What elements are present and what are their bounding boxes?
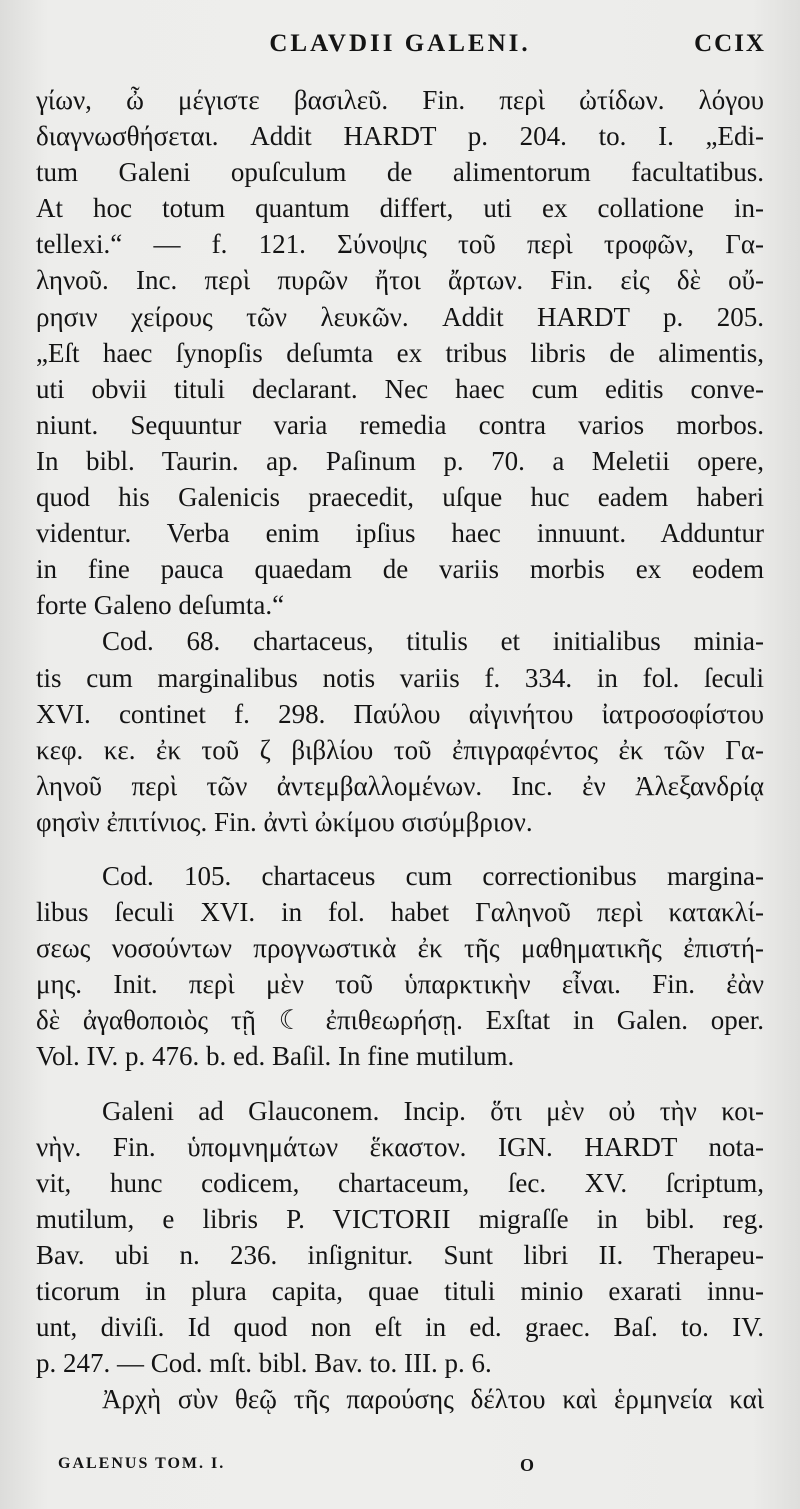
text-line: in fine pauca quaedam de variis morbis ex eodem [36, 554, 764, 585]
text-line: γίων, ὦ μέγιστε βασιλεῦ. Fin. περὶ ὠτίδων. λόγου [36, 85, 764, 115]
text-line: tum Galeni opuſculum de alimentorum facultatibus. [36, 157, 764, 188]
text-line: In bibl. Taurin. ap. Paſinum p. 70. a Meletii opere, [36, 445, 764, 476]
paragraph-start-line: Cod. 68. chartaceus, titulis et initialibus minia- [102, 626, 764, 657]
signature-mark: GALENUS TOM. I. [58, 1455, 226, 1472]
text-line: μης. Init. περὶ μὲν τοῦ ὑπαρκτικὴν εἶναι. Fin. ἐὰν [36, 969, 764, 1000]
text-line: δὲ ἀγαθοποιὸς τῇ ☾ ἐπιθεωρήσῃ. Exſtat in Galen. oper. [36, 1005, 764, 1036]
text-line: κεφ. κε. ἐκ τοῦ ζ βιβλίου τοῦ ἐπιγραφέντος ἐκ τῶν Γα- [36, 734, 764, 765]
text-line: uti obvii tituli declarant. Nec haec cum editis conve- [36, 373, 764, 404]
sheet-mark: O [520, 1455, 535, 1475]
text-line: quod his Galenicis praecedit, uſque huc eadem haberi [36, 482, 764, 513]
text-line: ticorum in plura capita, quae tituli minio exarati innu- [36, 1276, 764, 1306]
paragraph-gap [36, 1075, 764, 1093]
text-line: At hoc totum quantum differt, uti ex collatione in- [36, 193, 764, 224]
text-line: „Eſt haec ſynopſis deſumta ex tribus libris de alimentis, [36, 337, 764, 368]
running-head [0, 22, 800, 62]
text-line: νὴν. Fin. ὑπομνημάτων ἕκαστον. IGN. HARDT nota- [36, 1131, 764, 1162]
text-line: σεως νοσούντων προγνωστικὰ ἐκ τῆς μαθηματικῆς ἐπιστή- [36, 933, 764, 964]
text-line: XVI. continet f. 298. Παύλου αἰγινήτου ἰατροσοφίστου [36, 698, 764, 729]
text-line: ληνοῦ. Inc. περὶ πυρῶν ἤτοι ἄρτων. Fin. εἰς δὲ οὔ- [36, 265, 764, 296]
text-line: p. 247. — Cod. mſt. bibl. Bav. to. III. p. 6. [36, 1348, 492, 1379]
paragraph-start-line: Cod. 105. chartaceus cum correctionibus margina- [102, 860, 764, 891]
text-line: tellexi.“ — f. 121. Σύνοψις τοῦ περὶ τροφῶν, Γα- [36, 229, 764, 260]
text-line: ληνοῦ περὶ τῶν ἀντεμβαλλομένων. Inc. ἐν Ἀλεξανδρίᾳ [36, 770, 764, 801]
text-line: ρησιν χείρους τῶν λευκῶν. Addit HARDT p. 205. [36, 301, 764, 332]
text-line: videntur. Verba enim ipſius haec innuunt. Adduntur [36, 518, 764, 549]
page-number: CCIX [694, 30, 766, 57]
text-line: Vol. IV. p. 476. b. ed. Baſil. In fine mutilum. [36, 1041, 515, 1072]
text-line: Bav. ubi n. 236. inſignitur. Sunt libri II. Therapeu- [36, 1239, 764, 1270]
text-line: tis cum marginalibus notis variis f. 334. in fol. ſeculi [36, 662, 764, 693]
text-line: forte Galeno deſumta.“ [36, 590, 285, 621]
paragraph-start-line: Ἀρχὴ σὺν θεῷ τῆς παρούσης δέλτου καὶ ἑρμηνεία καὶ [102, 1384, 764, 1415]
running-title: CLAVDII GALENI. [269, 30, 531, 57]
text-line: φησὶν ἐπιτίνιος. Fin. ἀντὶ ὠκίμου σισύμβριον. [36, 806, 533, 837]
paragraph-start-line: Galeni ad Glauconem. Incip. ὅτι μὲν οὐ τὴν κοι- [102, 1095, 764, 1126]
paragraph-gap [36, 840, 764, 858]
page-footer [58, 1455, 764, 1485]
text-line: niunt. Sequuntur varia remedia contra varios morbos. [36, 409, 764, 440]
text-line: libus ſeculi XVI. in fol. habet Γαληνοῦ περὶ κατακλί- [36, 897, 764, 928]
text-line: mutilum, e libris P. VICTORII migraſſe in bibl. reg. [36, 1203, 764, 1234]
text-line: vit, hunc codicem, chartaceum, ſec. XV. ſcriptum, [36, 1167, 764, 1198]
text-line: unt, diviſi. Id quod non eſt in ed. graec. Baſ. to. IV. [36, 1312, 764, 1343]
text-line: διαγνωσθήσεται. Addit HARDT p. 204. to. I. „Edi- [36, 121, 764, 152]
body-text [36, 82, 764, 1417]
